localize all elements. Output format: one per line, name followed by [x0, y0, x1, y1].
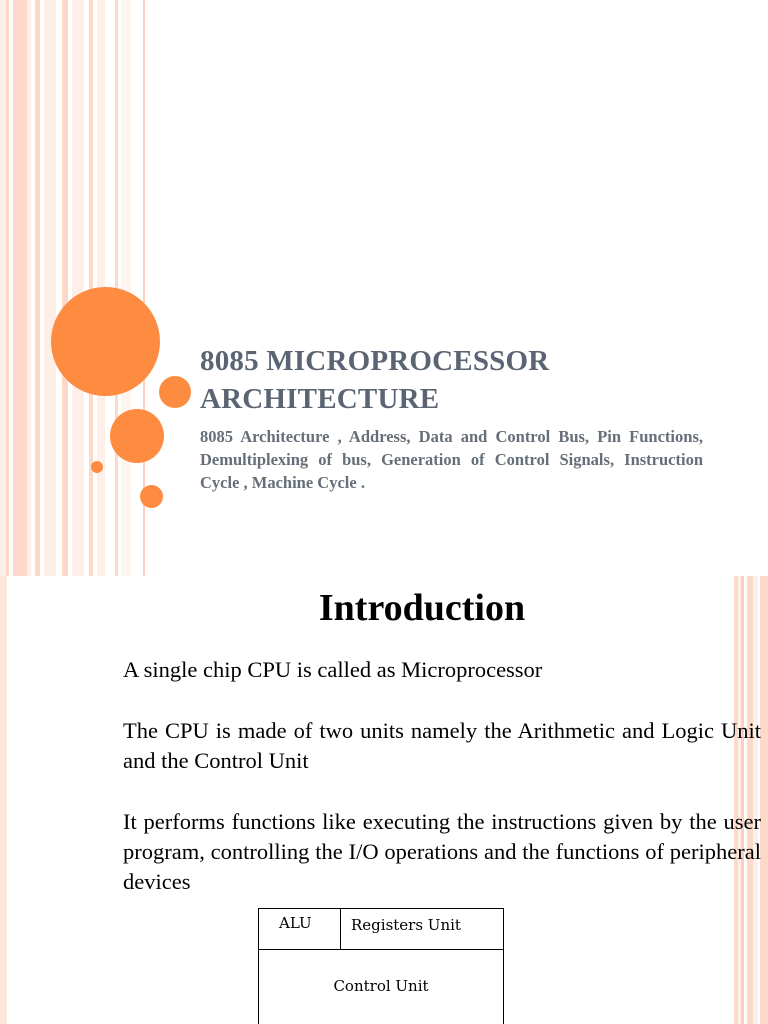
decorative-stripe: [741, 576, 744, 1024]
decorative-circle-medium: [110, 409, 164, 463]
decorative-stripe: [121, 0, 131, 576]
title-line-2: ARCHITECTURE: [200, 383, 440, 415]
decorative-stripe: [753, 576, 758, 1024]
introduction-slide: [0, 576, 768, 1024]
decorative-circle-small: [159, 376, 191, 408]
decorative-stripe: [44, 0, 56, 576]
cpu-block-diagram: [258, 908, 504, 1024]
decorative-stripe: [27, 0, 31, 576]
control-unit-block: Control Unit: [333, 977, 429, 995]
decorative-stripe: [0, 576, 7, 1024]
slide-title: [200, 342, 710, 418]
paragraph: A single chip CPU is called as Microprocessor: [123, 657, 543, 682]
decorative-stripe: [35, 0, 40, 576]
decorative-circle-tiny: [91, 461, 103, 473]
title-line-1: 8085 MICROPROCESSOR: [200, 345, 550, 377]
paragraph: The CPU is made of two units namely the Arithmetic and Logic Unit and the Control Unit: [123, 718, 761, 773]
decorative-stripe: [13, 0, 27, 576]
decorative-stripe: [62, 0, 68, 576]
decorative-circle-large: [51, 287, 160, 396]
paragraph: It performs functions like executing the instructions given by the user program, controlling the I/O operations and the functions of peripheral devices: [123, 809, 761, 894]
decorative-stripe: [72, 0, 84, 576]
slide-subtitle: 8085 Architecture , Address, Data and Control Bus, Pin Functions, Demultiplexing of bus, Generation of Control Signals, Instruction Cycle , Machine Cycle .: [200, 427, 703, 492]
alu-block: ALU: [259, 909, 341, 950]
decorative-stripe: [760, 576, 768, 1024]
decorative-circle-small: [140, 485, 163, 508]
slide-heading: Introduction: [318, 587, 526, 629]
registers-unit-block: Registers Unit: [341, 909, 503, 950]
decorative-stripe: [6, 0, 9, 576]
